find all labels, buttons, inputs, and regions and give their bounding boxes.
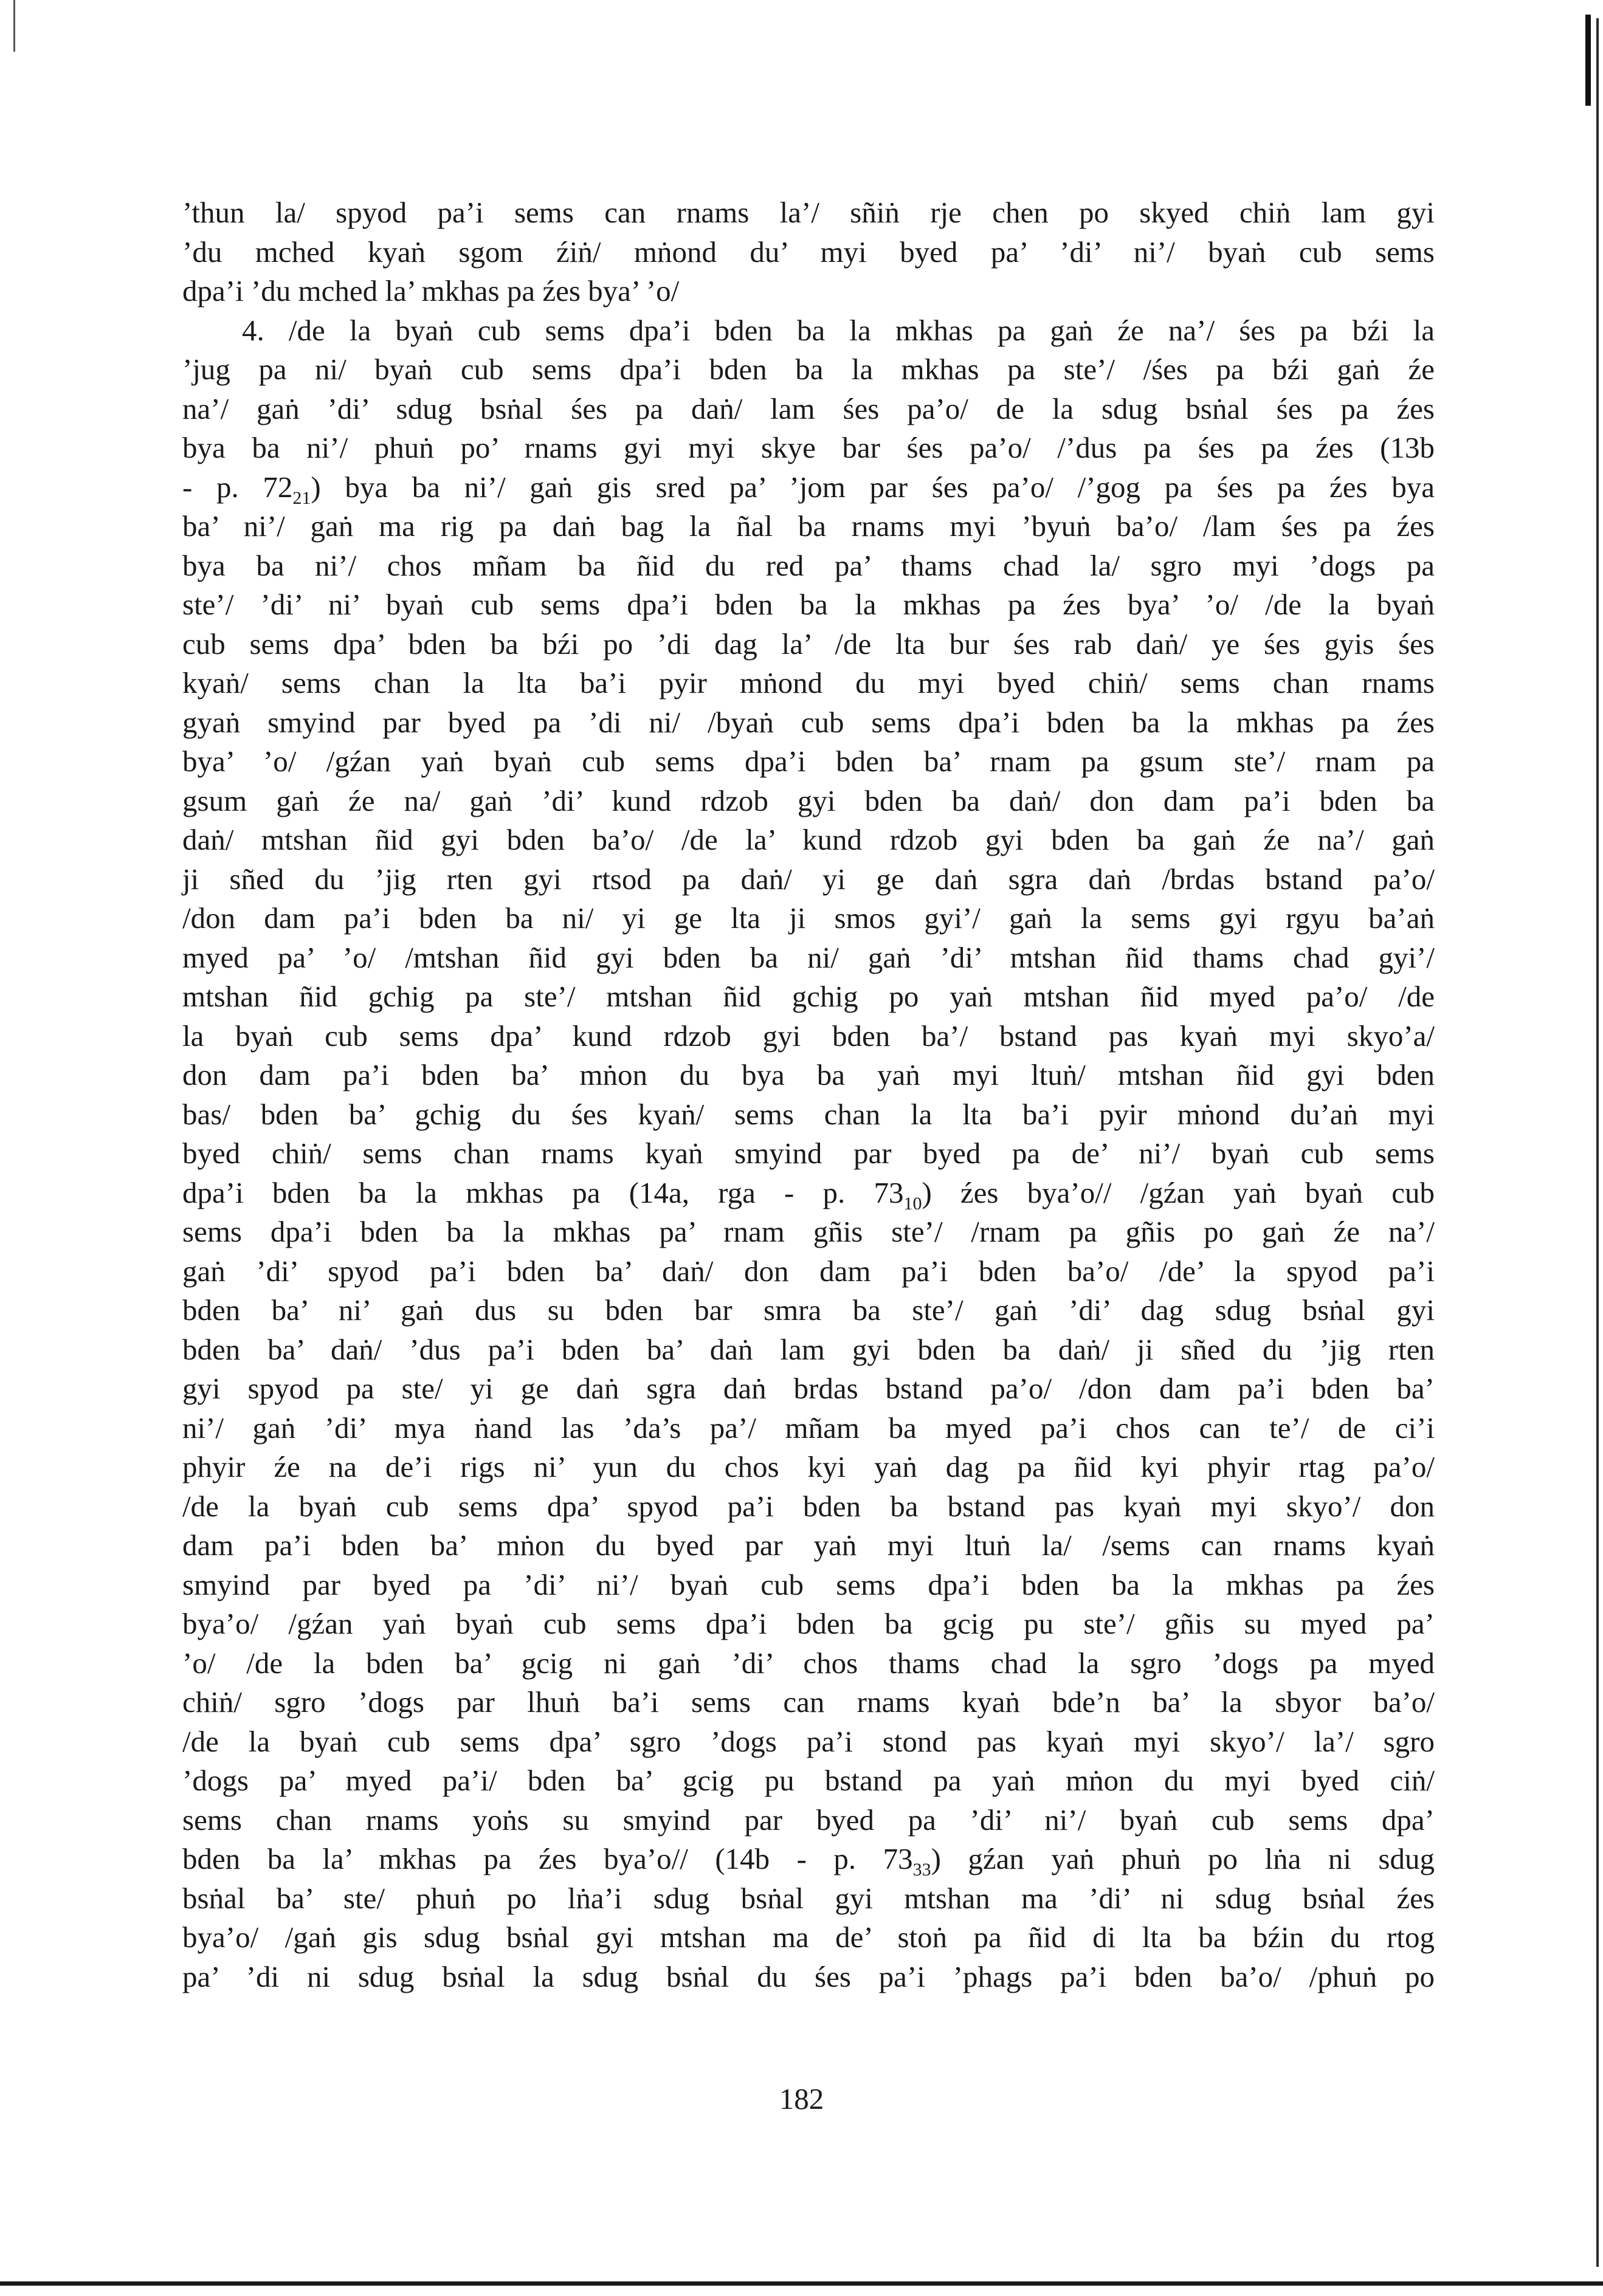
text-line: byed chiṅ/ sems chan rnams kyaṅ smyind par byed pa de’ ni’/ byaṅ cub sems: [182, 1136, 1435, 1170]
text-line: kyaṅ/ sems chan la lta ba’i pyir mṅond du myi byed chiṅ/ sems chan rnams: [182, 666, 1435, 699]
body-text: [182, 193, 1435, 1996]
text-line: ba’ ni’/ gaṅ ma rig pa daṅ bag la ñal ba rnams myi ’byuṅ ba’o/ /lam śes pa źes: [182, 509, 1435, 543]
text-line: ji sñed du ’jig rten gyi rtsod pa daṅ/ yi ge daṅ sgra daṅ /brdas bstand pa’o/: [182, 862, 1435, 896]
text-line: ’dogs pa’ myed pa’i/ bden ba’ gcig pu bstand pa yaṅ mṅon du myi byed ciṅ/: [182, 1764, 1435, 1797]
text-line: sems dpa’i bden ba la mkhas pa’ rnam gñis ste’/ /rnam pa gñis po gaṅ źe na’/: [182, 1215, 1435, 1248]
text-line: /de la byaṅ cub sems dpa’ spyod pa’i bden ba bstand pas kyaṅ myi skyo’/ don: [182, 1489, 1435, 1523]
text-line: 4. /de la byaṅ cub sems dpa’i bden ba la mkhas pa gaṅ źe na’/ śes pa bźi la: [242, 313, 1435, 347]
text-line: ’jug pa ni/ byaṅ cub sems dpa’i bden ba la mkhas pa ste’/ /śes pa bźi gaṅ źe: [182, 352, 1435, 386]
text-line: ’o/ /de la bden ba’ gcig ni gaṅ ’di’ chos thams chad la sgro ’dogs pa myed: [182, 1646, 1435, 1680]
scan-edge-line-right: [1596, 18, 1599, 2267]
text-line: bden ba’ ni’ gaṅ dus su bden bar smra ba ste’/ gaṅ ’di’ dag sdug bsṅal gyi: [182, 1293, 1435, 1327]
page-number: 182: [779, 2082, 824, 2116]
text-line: gyi spyod pa ste/ yi ge daṅ sgra daṅ brdas bstand pa’o/ /don dam pa’i bden ba’: [182, 1372, 1435, 1405]
text-line: bya ba ni’/ phuṅ po’ rnams gyi myi skye bar śes pa’o/ /’dus pa śes pa źes (13b: [182, 431, 1435, 464]
text-line: dpa’i ’du mched la’ mkhas pa źes bya’ ’o/: [182, 274, 680, 308]
text-line: ’du mched kyaṅ sgom źiṅ/ mṅond du’ myi byed pa’ ’di’ ni’/ byaṅ cub sems: [182, 235, 1435, 269]
text-line: gyaṅ smyind par byed pa ’di ni/ /byaṅ cub sems dpa’i bden ba la mkhas pa źes: [182, 705, 1435, 739]
scan-edge-mark-left: [13, 0, 15, 52]
text-line: gsum gaṅ źe na/ gaṅ ’di’ kund rdzob gyi bden ba daṅ/ don dam pa’i bden ba: [182, 783, 1435, 817]
text-line: daṅ/ mtshan ñid gyi bden ba’o/ /de la’ kund rdzob gyi bden ba gaṅ źe na’/ gaṅ: [182, 823, 1435, 856]
text-line: /don dam pa’i bden ba ni/ yi ge lta ji smos gyi’/ gaṅ la sems gyi rgyu ba’aṅ: [182, 901, 1435, 935]
text-line: gaṅ ’di’ spyod pa’i bden ba’ daṅ/ don dam pa’i bden ba’o/ /de’ la spyod pa’i: [182, 1254, 1435, 1288]
scan-edge-line-bottom: [0, 2281, 1603, 2286]
scan-edge-mark-top-right: [1585, 15, 1591, 106]
text-line: bsṅal ba’ ste/ phuṅ po lṅa’i sdug bsṅal gyi mtshan ma ’di’ ni sdug bsṅal źes: [182, 1881, 1435, 1915]
text-line: dam pa’i bden ba’ mṅon du byed par yaṅ myi ltuṅ la/ /sems can rnams kyaṅ: [182, 1528, 1435, 1562]
text-line: la byaṅ cub sems dpa’ kund rdzob gyi bden ba’/ bstand pas kyaṅ myi skyo’a/: [182, 1019, 1435, 1053]
text-line: pa’ ’di ni sdug bsṅal la sdug bsṅal du śes pa’i ’phags pa’i bden ba’o/ /phuṅ po: [182, 1959, 1435, 1993]
text-line: ste’/ ’di’ ni’ byaṅ cub sems dpa’i bden ba la mkhas pa źes bya’ ’o/ /de la byaṅ: [182, 588, 1435, 621]
text-line: sems chan rnams yoṅs su smyind par byed pa ’di’ ni’/ byaṅ cub sems dpa’: [182, 1803, 1435, 1837]
text-line: na’/ gaṅ ’di’ sdug bsṅal śes pa daṅ/ lam śes pa’o/ de la sdug bsṅal śes pa źes: [182, 391, 1435, 425]
text-line: phyir źe na de’i rigs ni’ yun du chos kyi yaṅ dag pa ñid kyi phyir rtag pa’o/: [182, 1450, 1435, 1483]
text-line: chiṅ/ sgro ’dogs par lhuṅ ba’i sems can rnams kyaṅ bde’n ba’ la sbyor ba’o/: [182, 1685, 1435, 1719]
text-line: mtshan ñid gchig pa ste’/ mtshan ñid gchig po yaṅ mtshan ñid myed pa’o/ /de: [182, 980, 1435, 1013]
text-line: bya’o/ /gaṅ gis sdug bsṅal gyi mtshan ma de’ stoṅ pa ñid di lta ba bźin du rtog: [182, 1920, 1435, 1954]
text-line: bya’o/ /gźan yaṅ byaṅ cub sems dpa’i bden ba gcig pu ste’/ gñis su myed pa’: [182, 1607, 1435, 1640]
text-line: myed pa’ ’o/ /mtshan ñid gyi bden ba ni/ gaṅ ’di’ mtshan ñid thams chad gyi’/: [182, 940, 1435, 974]
text-line: ’thun la/ spyod pa’i sems can rnams la’/ sñiṅ rje chen po skyed chiṅ lam gyi: [182, 196, 1435, 229]
text-line: /de la byaṅ cub sems dpa’ sgro ’dogs pa’i stond pas kyaṅ myi skyo’/ la’/ sgro: [182, 1724, 1435, 1758]
text-line: cub sems dpa’ bden ba bźi po ’di dag la’ /de lta bur śes rab daṅ/ ye śes gyis śes: [182, 627, 1435, 661]
text-line: bya’ ’o/ /gźan yaṅ byaṅ cub sems dpa’i bden ba’ rnam pa gsum ste’/ rnam pa: [182, 744, 1435, 778]
text-line: bden ba la’ mkhas pa źes bya’o// (14b - p. $73_{33}$) gźan yaṅ phuṅ po lṅa ni sdug: [182, 1842, 1435, 1880]
text-line: bya ba ni’/ chos mñam ba ñid du red pa’ thams chad la/ sgro myi ’dogs pa: [182, 548, 1435, 582]
text-line: don dam pa’i bden ba’ mṅon du bya ba yaṅ myi ltuṅ/ mtshan ñid gyi bden: [182, 1058, 1435, 1091]
text-line: bden ba’ daṅ/ ’dus pa’i bden ba’ daṅ lam gyi bden ba daṅ/ ji sñed du ’jig rten: [182, 1332, 1435, 1366]
text-line: bas/ bden ba’ gchig du śes kyaṅ/ sems chan la lta ba’i pyir mṅond du’aṅ myi: [182, 1097, 1435, 1131]
text-line: ni’/ gaṅ ’di’ mya ṅand las ’da’s pa’/ mñam ba myed pa’i chos can te’/ de ci’i: [182, 1411, 1435, 1445]
text-line: - p. $72_{21}$) bya ba ni’/ gaṅ gis sred pa’ ’jom par śes pa’o/ /’gog pa śes pa źes bya: [182, 470, 1435, 508]
text-line: dpa’i bden ba la mkhas pa (14a, rga - p. $73_{10}$) źes bya’o// /gźan yaṅ byaṅ cub: [182, 1175, 1435, 1214]
text-line: smyind par byed pa ’di’ ni’/ byaṅ cub sems dpa’i bden ba la mkhas pa źes: [182, 1567, 1435, 1601]
